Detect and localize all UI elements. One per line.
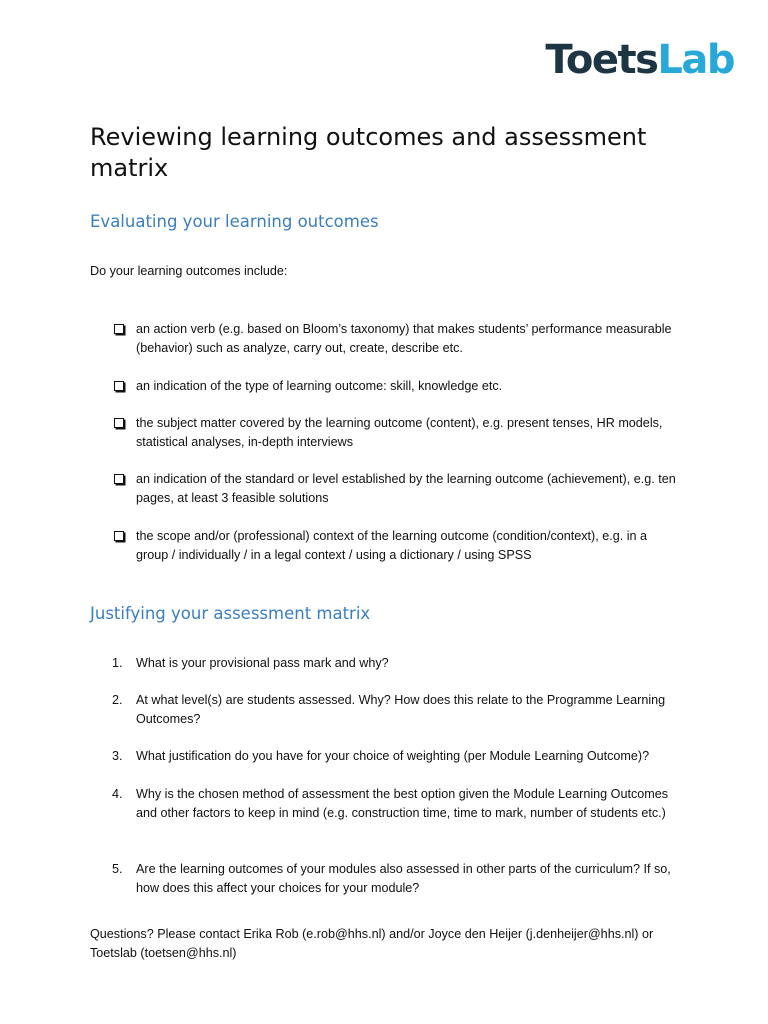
- numbered-item: [112, 747, 682, 766]
- checklist-item: [112, 527, 682, 565]
- intro-text: Do your learning outcomes include:: [90, 264, 288, 278]
- item-number: 3.: [112, 749, 123, 763]
- checklist-item-text: an action verb (e.g. based on Bloom’s taxonomy) that makes students’ performance measurable (behavior) such as analyze, carry out, create, describe etc.: [136, 322, 672, 355]
- checklist-item: [112, 377, 682, 396]
- section-heading-justifying: Justifying your assessment matrix: [90, 604, 371, 623]
- numbered-item: [112, 654, 682, 673]
- item-number: 1.: [112, 656, 123, 670]
- numbered-item-text: Are the learning outcomes of your modules also assessed in other parts of the curriculum? If so, how does this affect your choices for your module?: [136, 862, 671, 895]
- checkbox-icon: [114, 324, 124, 334]
- checklist-item-text: an indication of the standard or level established by the learning outcome (achievement), e.g. ten pages, at least 3 feasible solutions: [136, 472, 676, 505]
- logo-text-toets: Toets: [545, 37, 658, 83]
- logo-text-lab: Lab: [657, 37, 734, 83]
- checklist-item: [112, 414, 682, 452]
- numbered-item: [112, 691, 682, 729]
- numbered-item: [112, 785, 682, 823]
- contact-footer: Questions? Please contact Erika Rob (e.rob@hhs.nl) and/or Joyce den Heijer (j.denheijer@hhs.nl) or Toetslab (toetsen@hhs.nl): [90, 927, 654, 960]
- item-number: 4.: [112, 787, 123, 801]
- toetslab-logo: [545, 37, 734, 83]
- checklist-item-text: an indication of the type of learning outcome: skill, knowledge etc.: [136, 379, 503, 393]
- checkbox-icon: [114, 531, 124, 541]
- checklist-item: [112, 320, 682, 358]
- numbered-item-text: What justification do you have for your choice of weighting (per Module Learning Outcome)?: [136, 749, 650, 763]
- item-number: 2.: [112, 693, 123, 707]
- checkbox-icon: [114, 381, 124, 391]
- numbered-item-text: Why is the chosen method of assessment the best option given the Module Learning Outcomes and other factors to keep in mind (e.g. construction time, time to mark, number of students etc.): [136, 787, 669, 820]
- checkbox-icon: [114, 474, 124, 484]
- numbered-item: [112, 860, 682, 898]
- item-number: 5.: [112, 862, 123, 876]
- section-heading-evaluating: Evaluating your learning outcomes: [90, 212, 379, 231]
- checkbox-icon: [114, 418, 124, 428]
- checklist-item-text: the subject matter covered by the learning outcome (content), e.g. present tenses, HR models, statistical analyses, in-depth interviews: [136, 416, 663, 449]
- numbered-item-text: What is your provisional pass mark and why?: [136, 656, 389, 670]
- checklist-item-text: the scope and/or (professional) context of the learning outcome (condition/context), e.g. in a group / individually / in a legal context / using a dictionary / using SPSS: [136, 529, 648, 562]
- checklist-item: [112, 470, 682, 508]
- numbered-item-text: At what level(s) are students assessed. Why? How does this relate to the Programme Learning Outcomes?: [136, 693, 666, 726]
- document-title: Reviewing learning outcomes and assessment matrix: [90, 123, 647, 182]
